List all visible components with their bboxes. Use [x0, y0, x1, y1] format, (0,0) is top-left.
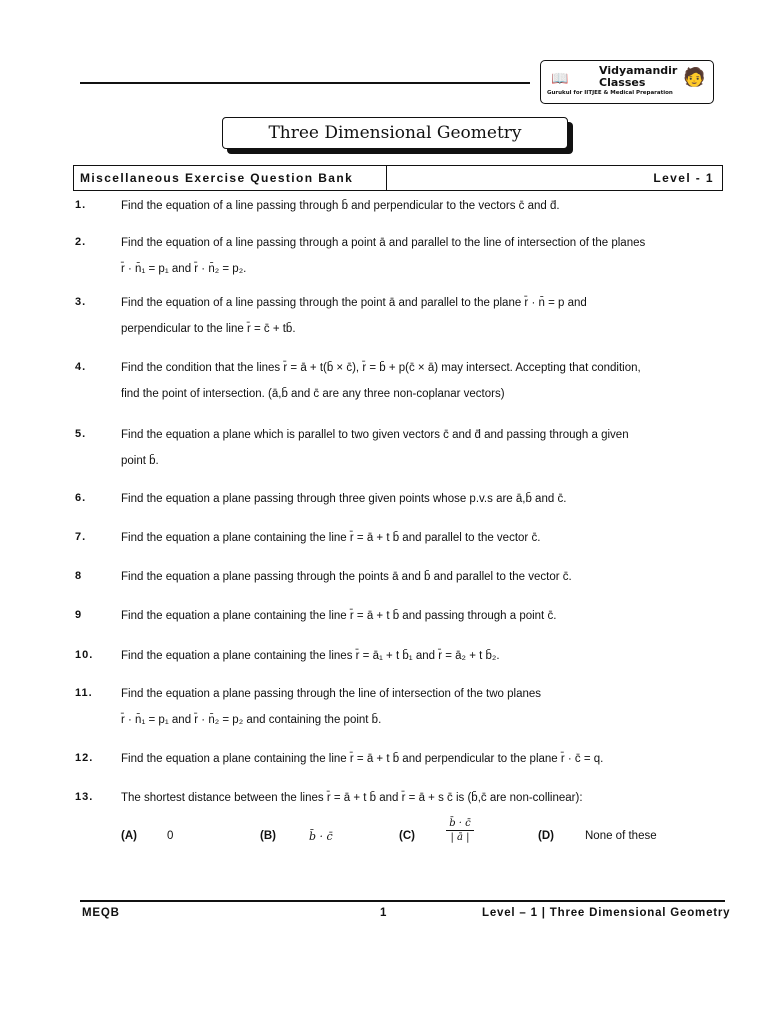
question-line: Find the equation a plane containing the line r̄ = ā + t b̄ and parallel to the vector c̄.: [121, 532, 541, 544]
question-text: [121, 193, 723, 219]
question-text: [121, 643, 723, 669]
question-number: 13.: [75, 791, 94, 803]
answer-options: [121, 826, 681, 856]
option-c-label: (C): [399, 830, 415, 842]
question-line: Find the equation of a line passing through b̄ and perpendicular to the vectors c̄ and d̄.: [121, 200, 560, 212]
question-text: [121, 746, 723, 772]
question-line: Find the equation a plane passing through the line of intersection of the two planes: [121, 688, 542, 700]
question-line: Find the equation of a line passing through the point ā and parallel to the plane r̄ · n̄ = p and: [121, 297, 587, 309]
question-number: 3.: [75, 296, 87, 308]
vidyamandir-logo: [540, 60, 714, 104]
question-number: 6.: [75, 492, 87, 504]
option-a-label: (A): [121, 830, 137, 842]
question-text: [121, 290, 723, 342]
question-text: [121, 355, 723, 407]
question-number: 10.: [75, 649, 94, 661]
question-line: The shortest distance between the lines r̄ = ā + t b̄ and r̄ = ā + s c̄ is (b̄,c̄ are non-collinear):: [121, 792, 583, 804]
question-number: 5.: [75, 428, 87, 440]
question-number: 9: [75, 609, 83, 621]
question-line: r̄ · n̄₁ = p₁ and r̄ · n̄₂ = p₂.: [121, 263, 247, 275]
question-line: Find the equation a plane which is parallel to two given vectors c̄ and d̄ and passing through a given: [121, 429, 629, 441]
question-line: Find the equation of a line passing through a point ā and parallel to the line of intersection of the planes: [121, 237, 646, 249]
fraction-denominator: | ā |: [450, 832, 470, 843]
page-title: Three Dimensional Geometry: [222, 117, 568, 149]
option-b-value: b̄ · c̄: [309, 830, 333, 843]
option-a-value: 0: [167, 830, 174, 842]
question-text: [121, 422, 723, 474]
question-number: 8: [75, 570, 83, 582]
option-c-fraction: [446, 818, 474, 843]
logo-name: Vidyamandir Classes: [599, 64, 678, 89]
question-line: Find the equation a plane passing through the points ā and b̄ and parallel to the vector c̄.: [121, 571, 572, 583]
question-line: Find the condition that the lines r̄ = ā + t(b̄ × c̄), r̄ = b̄ + p(c̄ × ā) may intersect. Accepting that condition,: [121, 362, 641, 374]
level-label: Level - 1: [653, 171, 714, 185]
footer-rule: [80, 900, 725, 902]
question-text: [121, 564, 723, 590]
question-line: r̄ · n̄₁ = p₁ and r̄ · n̄₂ = p₂ and containing the point b̄.: [121, 714, 382, 726]
fraction-numerator: b̄ · c̄: [449, 818, 471, 829]
question-number: 7.: [75, 531, 87, 543]
question-line: perpendicular to the line r̄ = c̄ + tb̄.: [121, 323, 296, 335]
header-rule: [80, 82, 530, 84]
question-number: 11.: [75, 687, 93, 699]
option-d-label: (D): [538, 830, 554, 842]
question-number: 1.: [75, 199, 87, 211]
question-text: [121, 785, 723, 811]
footer-code: MEQB: [82, 907, 120, 919]
book-icon: 📖: [551, 70, 569, 86]
section-header: [73, 165, 723, 191]
question-text: [121, 681, 723, 733]
question-text: [121, 525, 723, 551]
option-b-label: (B): [260, 830, 276, 842]
question-line: point b̄.: [121, 455, 159, 467]
question-number: 12.: [75, 752, 94, 764]
question-line: Find the equation a plane passing through three given points whose p.v.s are ā,b̄ and c̄.: [121, 493, 567, 505]
question-text: [121, 486, 723, 512]
logo-tagline: Gurukul for IITJEE & Medical Preparation: [547, 90, 673, 96]
fraction-bar: [446, 830, 474, 831]
option-d-value: None of these: [585, 830, 657, 842]
question-number: 4.: [75, 361, 87, 373]
footer-chapter: Level – 1 | Three Dimensional Geometry: [482, 907, 731, 919]
question-number: 2.: [75, 236, 87, 248]
question-text: [121, 230, 723, 282]
question-text: [121, 603, 723, 629]
question-line: Find the equation a plane containing the line r̄ = ā + t b̄ and perpendicular to the plane r̄ · c̄ = q.: [121, 753, 604, 765]
question-line: Find the equation a plane containing the line r̄ = ā + t b̄ and passing through a point c̄.: [121, 610, 557, 622]
reader-icon: 🧑: [683, 67, 706, 87]
question-line: Find the equation a plane containing the lines r̄ = ā₁ + t b̄₁ and r̄ = ā₂ + t b̄₂.: [121, 650, 500, 662]
page-number: 1: [380, 907, 388, 919]
question-line: find the point of intersection. (ā,b̄ and c̄ are any three non-coplanar vectors): [121, 388, 505, 400]
section-label: Miscellaneous Exercise Question Bank: [74, 166, 387, 190]
